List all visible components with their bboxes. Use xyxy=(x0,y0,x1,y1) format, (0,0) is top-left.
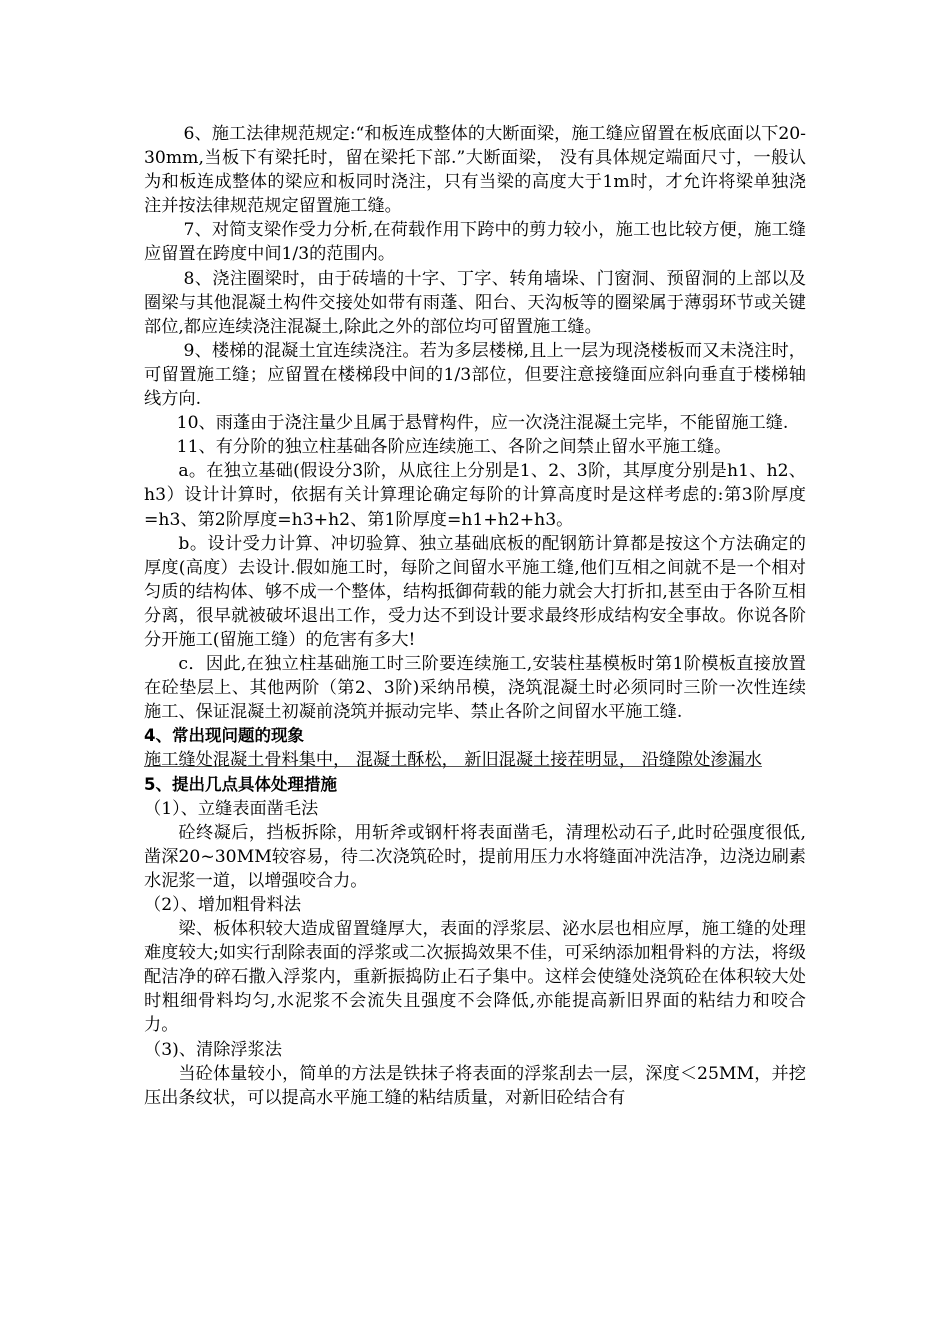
method-1-title: （1）、立缝表面凿毛法 xyxy=(144,798,319,819)
document-page xyxy=(144,122,806,1110)
method-2-text: 梁、板体积较大造成留置缝厚大，表面的浮浆层、泌水层也相应厚，施工缝的处理难度较大;如实行刮除表面的浮浆或二次振捣效果不佳，可采纳添加粗骨料的方法，将级配洁净的碎石撒入浮浆内，重新振捣防止石子集中。这样会使缝处浇筑砼在体积较大处时粗细骨料均匀,水泥浆不会流失且强度不会降低,亦能提高新旧界面的粘结力和咬合力。 xyxy=(144,919,806,1036)
paragraph-a: a。在独立基础(假设分3阶，从底往上分别是1、2、3阶，其厚度分别是h1、h2、h3）设计计算时，依据有关计算理论确定每阶的计算高度时是这样考虑的:第3阶厚度=h3、第2阶厚度=h3+h2、第1阶厚度=h1+h2+h3。 xyxy=(144,461,806,530)
method-1-text: 砼终凝后，挡板拆除，用斩斧或钢杆将表面凿毛，清理松动石子,此时砼强度很低,凿深20~30MM较容易，待二次浇筑砼时，提前用压力水将缝面冲洗洁净，边浇边刷素水泥浆一道，以增强咬合力。 xyxy=(144,822,806,891)
paragraph-9: 9、楼梯的混凝土宜连续浇注。若为多层楼梯,且上一层为现浇楼板而又未浇注时，可留置施工缝；应留置在楼梯段中间的1/3部位，但要注意接缝面应斜向垂直于楼梯轴线方向. xyxy=(144,340,806,410)
paragraph-7: 7、对简支梁作受力分析,在荷载作用下跨中的剪力较小，施工也比较方便，施工缝应留置在跨度中间1/3的范围内。 xyxy=(144,220,806,265)
problem-description: 施工缝处混凝土骨料集中， 混凝土酥松， 新旧混凝土接茬明显， 沿缝隙处渗漏水 xyxy=(144,750,762,771)
paragraph-8: 8、浇注圈梁时，由于砖墙的十字、丁字、转角墙垛、门窗洞、预留洞的上部以及圈梁与其他混凝土构件交接处如带有雨蓬、阳台、天沟板等的圈梁属于薄弱环节或关键部位,都应连续浇注混凝土,除此之外的部位均可留置施工缝。 xyxy=(144,268,806,337)
paragraph-6: 6、施工法律规范规定:“和板连成整体的大断面梁，施工缝应留置在板底面以下20-30mm,当板下有梁托时，留在梁托下部.”大断面梁， 没有具体规定端面尺寸，一般认为和板连成整体的梁应和板同时浇注，只有当梁的高度大于1m时，才允许将梁单独浇注并按法律规范规定留置施工缝。 xyxy=(144,124,806,217)
paragraph-c: c．因此,在独立柱基础施工时三阶要连续施工,安装柱基模板时第1阶模板直接放置在砼垫层上、其他两阶（第2、3阶)采纳吊模，浇筑混凝土时必须同时三阶一次性连续施工、保证混凝土初凝前浇筑并振动完毕、禁止各阶之间留水平施工缝. xyxy=(144,654,806,723)
method-3-text: 当砼体量较小，简单的方法是铁抹子将表面的浮浆刮去一层，深度＜25MM，并挖压出条纹状，可以提高水平施工缝的粘结质量，对新旧砼结合有 xyxy=(144,1063,806,1108)
method-3-title: （3)、清除浮浆法 xyxy=(144,1039,282,1060)
paragraph-10: 10、雨蓬由于浇注量少且属于悬臂构件，应一次浇注混凝土完毕，不能留施工缝. xyxy=(176,413,789,434)
paragraph-b: b。设计受力计算、冲切验算、独立基础底板的配钢筋计算都是按这个方法确定的厚度(高度）去设计.假如施工时，每阶之间留水平施工缝,他们互相之间就不是一个相对匀质的结构体、够不成一个整体，结构抵御荷载的能力就会大打折扣,甚至由于各阶互相分离，很早就被破坏退出工作，受力达不到设计要求最终形成结构安全事故。你说各阶分开施工(留施工缝）的危害有多大! xyxy=(144,533,806,650)
section-4-heading: 4、常出现问题的现象 xyxy=(144,726,304,746)
method-2-title: （2）、增加粗骨料法 xyxy=(144,895,302,915)
section-5-heading: 5、提出几点具体处理措施 xyxy=(144,774,337,794)
paragraph-11: 11、有分阶的独立柱基础各阶应连续施工、各阶之间禁止留水平施工缝。 xyxy=(176,437,732,458)
